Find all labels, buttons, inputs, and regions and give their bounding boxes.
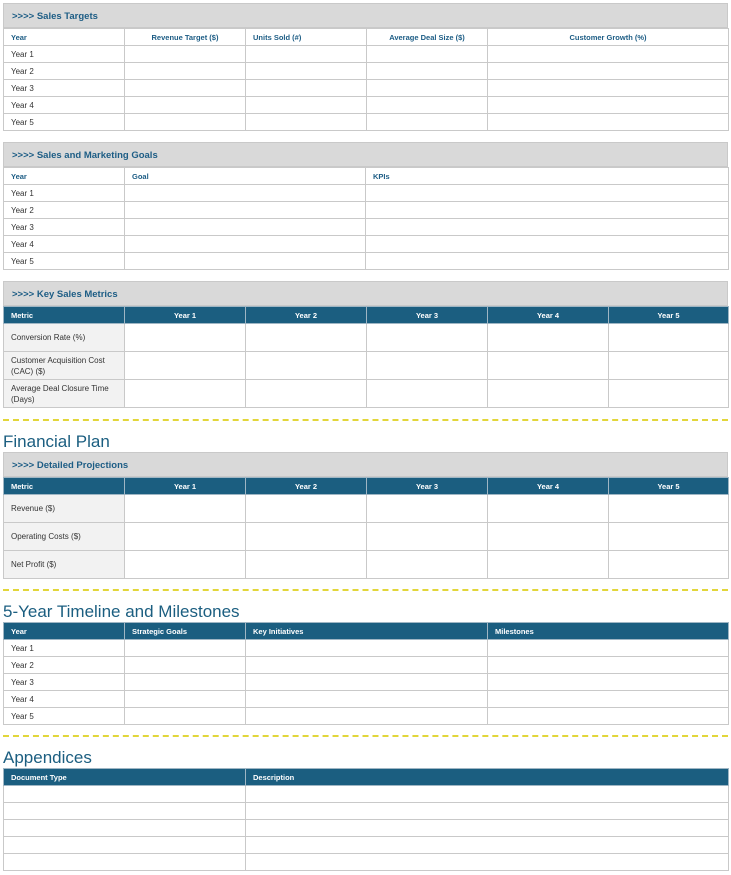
col-description: Description — [246, 769, 729, 786]
table-row — [4, 495, 729, 523]
cell[interactable] — [488, 352, 609, 380]
col-year-5: Year 5 — [609, 478, 729, 495]
table-row — [4, 803, 729, 820]
cell[interactable] — [609, 551, 729, 579]
table-row — [4, 657, 729, 674]
cell[interactable] — [488, 523, 609, 551]
cell[interactable] — [125, 691, 246, 708]
cell[interactable] — [367, 352, 488, 380]
row-label: Year 3 — [4, 674, 125, 691]
cell[interactable] — [125, 97, 246, 114]
key-metrics-table — [3, 306, 729, 408]
cell[interactable] — [246, 657, 488, 674]
cell[interactable] — [246, 63, 367, 80]
cell[interactable] — [125, 523, 246, 551]
row-label: Revenue ($) — [4, 495, 125, 523]
col-milestones: Milestones — [488, 623, 729, 640]
col-year-2: Year 2 — [246, 307, 367, 324]
cell[interactable] — [246, 837, 729, 854]
table-row — [4, 97, 729, 114]
cell[interactable] — [246, 551, 367, 579]
cell[interactable] — [125, 324, 246, 352]
cell[interactable] — [609, 495, 729, 523]
table-row — [4, 674, 729, 691]
cell[interactable] — [246, 786, 729, 803]
cell[interactable] — [246, 46, 367, 63]
col-strategic-goals: Strategic Goals — [125, 623, 246, 640]
row-label: Year 5 — [4, 114, 125, 131]
cell[interactable] — [246, 80, 367, 97]
table-row — [4, 640, 729, 657]
row-label: Conversion Rate (%) — [4, 324, 125, 352]
col-metric: Metric — [4, 478, 125, 495]
cell[interactable] — [125, 674, 246, 691]
col-revenue-target: Revenue Target ($) — [125, 29, 246, 46]
col-goal: Goal — [125, 168, 366, 185]
col-year-3: Year 3 — [367, 307, 488, 324]
table-row — [4, 185, 729, 202]
table-row — [4, 523, 729, 551]
table-row — [4, 352, 729, 380]
row-label: Year 4 — [4, 691, 125, 708]
cell[interactable] — [246, 495, 367, 523]
table-row — [4, 786, 729, 803]
cell[interactable] — [609, 352, 729, 380]
col-key-initiatives: Key Initiatives — [246, 623, 488, 640]
cell[interactable] — [4, 803, 246, 820]
cell[interactable] — [125, 495, 246, 523]
cell[interactable] — [366, 253, 729, 270]
cell[interactable] — [488, 551, 609, 579]
cell[interactable] — [488, 495, 609, 523]
cell[interactable] — [366, 185, 729, 202]
cell[interactable] — [125, 708, 246, 725]
row-label: Year 2 — [4, 202, 125, 219]
table-row — [4, 46, 729, 63]
cell[interactable] — [367, 80, 488, 97]
cell[interactable] — [367, 523, 488, 551]
cell[interactable] — [488, 114, 729, 131]
section-title-sales-targets: >>>> Sales Targets — [3, 3, 728, 28]
cell[interactable] — [488, 46, 729, 63]
cell[interactable] — [4, 786, 246, 803]
table-row — [4, 80, 729, 97]
table-row — [4, 236, 729, 253]
col-year-1: Year 1 — [125, 307, 246, 324]
section-title-key-metrics: >>>> Key Sales Metrics — [3, 281, 728, 306]
cell[interactable] — [125, 236, 366, 253]
cell[interactable] — [125, 114, 246, 131]
page — [3, 3, 728, 871]
cell[interactable] — [488, 708, 729, 725]
cell[interactable] — [246, 352, 367, 380]
row-label: Operating Costs ($) — [4, 523, 125, 551]
sales-targets-table — [3, 28, 729, 131]
cell[interactable] — [4, 837, 246, 854]
marketing-goals-table — [3, 167, 729, 270]
cell[interactable] — [246, 803, 729, 820]
cell[interactable] — [125, 202, 366, 219]
row-label: Year 4 — [4, 236, 125, 253]
cell[interactable] — [246, 640, 488, 657]
row-label: Year 5 — [4, 708, 125, 725]
cell[interactable] — [367, 551, 488, 579]
cell[interactable] — [488, 63, 729, 80]
col-year-4: Year 4 — [488, 307, 609, 324]
cell[interactable] — [366, 236, 729, 253]
col-customer-growth: Customer Growth (%) — [488, 29, 729, 46]
cell[interactable] — [125, 80, 246, 97]
table-row — [4, 551, 729, 579]
cell[interactable] — [609, 380, 729, 408]
cell[interactable] — [488, 380, 609, 408]
col-metric: Metric — [4, 307, 125, 324]
cell[interactable] — [488, 657, 729, 674]
cell[interactable] — [125, 253, 366, 270]
row-label: Net Profit ($) — [4, 551, 125, 579]
timeline-table — [3, 622, 729, 725]
cell[interactable] — [125, 380, 246, 408]
row-label: Year 1 — [4, 185, 125, 202]
table-row — [4, 380, 729, 408]
cell[interactable] — [246, 820, 729, 837]
row-label: Average Deal Closure Time (Days) — [4, 380, 125, 408]
cell[interactable] — [246, 708, 488, 725]
table-row — [4, 691, 729, 708]
cell[interactable] — [488, 97, 729, 114]
cell[interactable] — [125, 640, 246, 657]
col-year: Year — [4, 29, 125, 46]
cell[interactable] — [367, 495, 488, 523]
appendices-table — [3, 768, 729, 871]
col-year-3: Year 3 — [367, 478, 488, 495]
table-row — [4, 820, 729, 837]
heading-appendices: Appendices — [3, 748, 92, 767]
row-label: Year 5 — [4, 253, 125, 270]
cell[interactable] — [246, 380, 367, 408]
financial-projections-table — [3, 477, 729, 579]
cell[interactable] — [488, 324, 609, 352]
heading-timeline: 5-Year Timeline and Milestones — [3, 602, 240, 621]
row-label: Year 2 — [4, 657, 125, 674]
col-kpis: KPIs — [366, 168, 729, 185]
col-average-deal-size: Average Deal Size ($) — [367, 29, 488, 46]
table-row — [4, 114, 729, 131]
table-row — [4, 253, 729, 270]
table-row — [4, 63, 729, 80]
col-year-5: Year 5 — [609, 307, 729, 324]
cell[interactable] — [125, 185, 366, 202]
cell[interactable] — [4, 854, 246, 871]
table-row — [4, 324, 729, 352]
cell[interactable] — [246, 114, 367, 131]
col-document-type: Document Type — [4, 769, 246, 786]
cell[interactable] — [125, 46, 246, 63]
cell[interactable] — [367, 380, 488, 408]
cell[interactable] — [367, 324, 488, 352]
section-title-marketing-goals: >>>> Sales and Marketing Goals — [3, 142, 728, 167]
cell[interactable] — [367, 63, 488, 80]
cell[interactable] — [246, 674, 488, 691]
heading-financial-plan: Financial Plan — [3, 432, 110, 451]
table-row — [4, 854, 729, 871]
cell[interactable] — [367, 46, 488, 63]
cell[interactable] — [246, 854, 729, 871]
table-row — [4, 202, 729, 219]
row-label: Customer Acquisition Cost (CAC) ($) — [4, 352, 125, 380]
cell[interactable] — [488, 691, 729, 708]
cell[interactable] — [488, 674, 729, 691]
row-label: Year 1 — [4, 640, 125, 657]
col-year: Year — [4, 623, 125, 640]
col-year-1: Year 1 — [125, 478, 246, 495]
section-title-detailed-projections: >>>> Detailed Projections — [3, 452, 728, 477]
cell[interactable] — [488, 80, 729, 97]
col-year: Year — [4, 168, 125, 185]
col-units-sold: Units Sold (#) — [246, 29, 367, 46]
row-label: Year 4 — [4, 97, 125, 114]
col-year-4: Year 4 — [488, 478, 609, 495]
cell[interactable] — [125, 219, 366, 236]
cell[interactable] — [125, 352, 246, 380]
cell[interactable] — [367, 97, 488, 114]
col-year-2: Year 2 — [246, 478, 367, 495]
row-label: Year 3 — [4, 80, 125, 97]
cell[interactable] — [246, 523, 367, 551]
cell[interactable] — [125, 657, 246, 674]
cell[interactable] — [366, 219, 729, 236]
cell[interactable] — [246, 97, 367, 114]
cell[interactable] — [246, 691, 488, 708]
row-label: Year 2 — [4, 63, 125, 80]
row-label: Year 1 — [4, 46, 125, 63]
cell[interactable] — [609, 324, 729, 352]
table-row — [4, 837, 729, 854]
cell[interactable] — [4, 820, 246, 837]
cell[interactable] — [125, 551, 246, 579]
row-label: Year 3 — [4, 219, 125, 236]
cell[interactable] — [609, 523, 729, 551]
cell[interactable] — [366, 202, 729, 219]
cell[interactable] — [367, 114, 488, 131]
cell[interactable] — [488, 640, 729, 657]
table-row — [4, 708, 729, 725]
cell[interactable] — [125, 63, 246, 80]
cell[interactable] — [246, 324, 367, 352]
table-row — [4, 219, 729, 236]
